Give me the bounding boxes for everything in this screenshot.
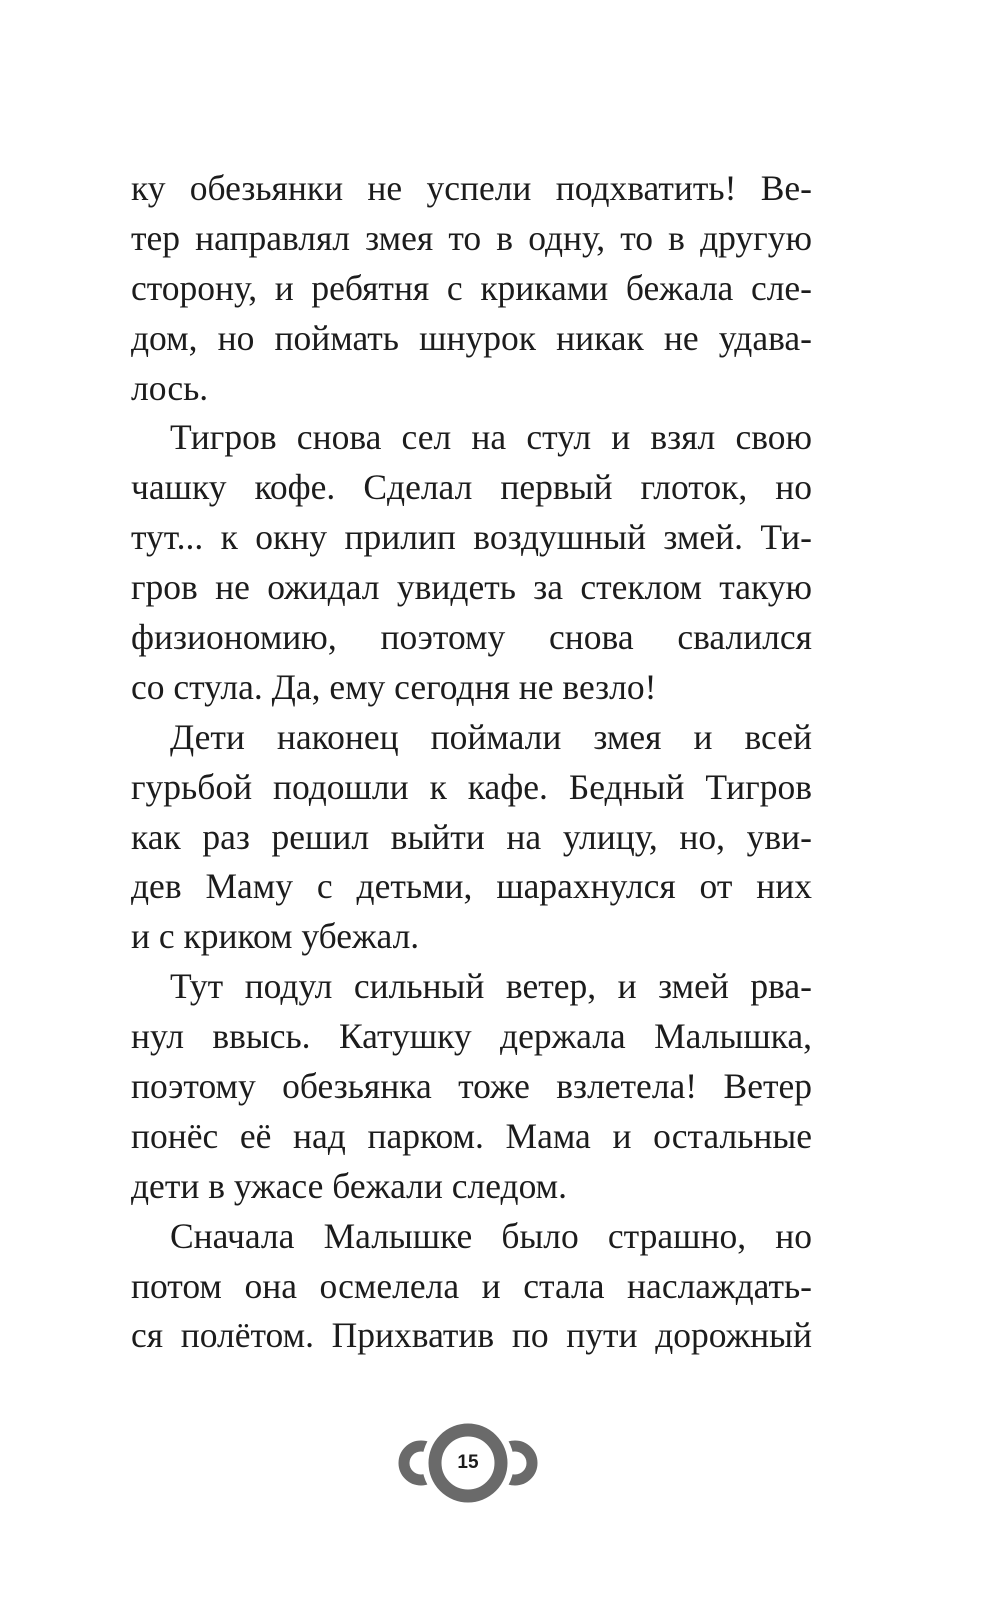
paragraph: [131, 164, 812, 413]
page-number-badge: [393, 1415, 543, 1511]
text-line: дети в ужасе бежали следом.: [131, 1165, 568, 1206]
page-text: [131, 164, 812, 1361]
text-line: физиономию, поэтому снова свалился: [131, 617, 812, 658]
paragraph: [131, 962, 812, 1211]
text-line: гров не ожидал увидеть за стеклом такую: [131, 567, 812, 608]
paragraph: [131, 713, 812, 962]
text-line: потом она осмелела и стала наслаждать-: [131, 1265, 812, 1306]
text-line: понёс её над парком. Мама и остальные: [131, 1115, 812, 1156]
page-number: 15: [457, 1452, 479, 1473]
text-line: со стула. Да, ему сегодня не везло!: [131, 666, 657, 707]
text-line: дев Маму с детьми, шарахнулся от них: [131, 866, 812, 907]
text-line: дом, но поймать шнурок никак не удава-: [131, 317, 812, 358]
text-line: ся полётом. Прихватив по пути дорожный: [131, 1315, 812, 1356]
text-line: Тут подул сильный ветер, и змей рва-: [170, 966, 812, 1007]
text-line: нул ввысь. Катушку держала Малышка,: [131, 1016, 812, 1057]
text-line: лось.: [131, 367, 209, 408]
text-line: тер направлял змея то в одну, то в другую: [131, 217, 812, 258]
text-line: как раз решил выйти на улицу, но, уви-: [131, 816, 812, 857]
text-line: Тигров снова сел на стул и взял свою: [170, 417, 812, 458]
text-line: Сначала Малышке было страшно, но: [170, 1215, 812, 1256]
text-line: Дети наконец поймали змея и всей: [170, 716, 812, 757]
text-line: поэтому обезьянка тоже взлетела! Ветер: [131, 1066, 812, 1107]
text-line: гурьбой подошли к кафе. Бедный Тигров: [131, 766, 812, 807]
text-line: и с криком убежал.: [131, 916, 420, 957]
paragraph: [131, 413, 812, 712]
paragraph: [131, 1212, 812, 1362]
text-line: тут... к окну прилип воздушный змей. Ти-: [131, 517, 812, 558]
text-line: ку обезьянки не успели подхватить! Ве-: [131, 168, 812, 208]
text-line: сторону, и ребятня с криками бежала сле-: [131, 267, 812, 308]
text-line: чашку кофе. Сделал первый глоток, но: [131, 467, 812, 508]
